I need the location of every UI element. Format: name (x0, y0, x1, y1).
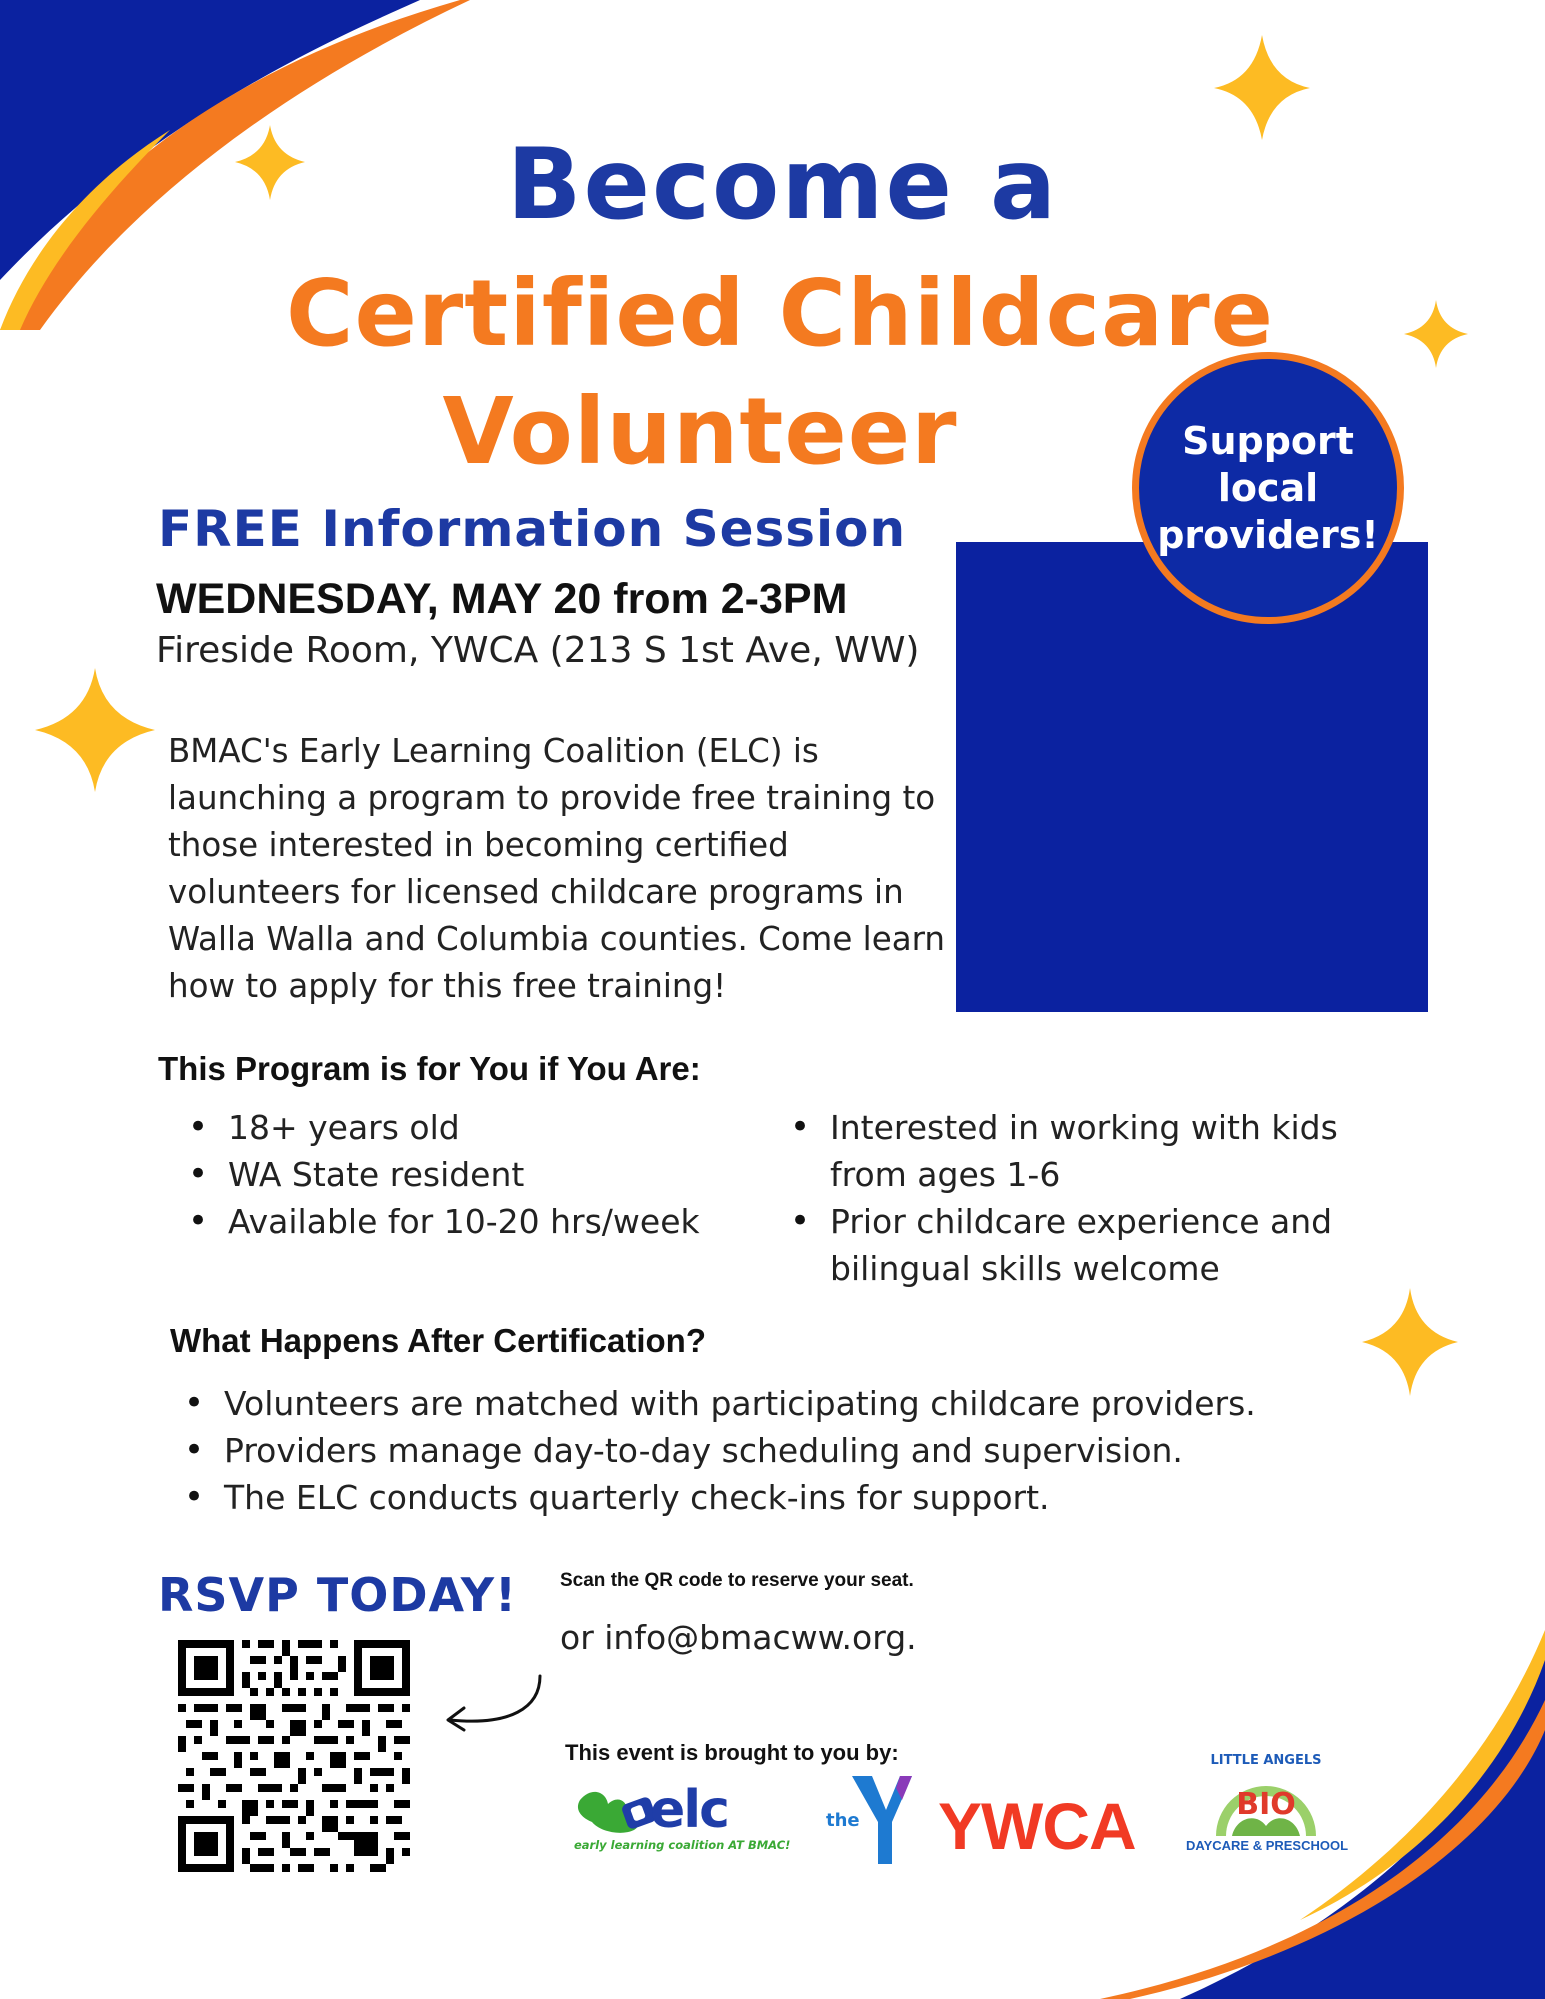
photo-block (956, 542, 1428, 1012)
eligibility-list-right (790, 1104, 1410, 1292)
eligibility-list-left (188, 1104, 748, 1245)
sparkle-star-icon (35, 668, 155, 792)
session-title: FREE Information Session (158, 500, 907, 558)
list-item: • Providers manage day-to-day scheduling and supervision. (184, 1427, 1384, 1474)
support-badge (1132, 352, 1404, 624)
after-certification-heading: What Happens After Certification? (170, 1322, 706, 1359)
curved-arrow-icon (430, 1668, 550, 1748)
session-date: WEDNESDAY, MAY 20 from 2-3PM (156, 575, 848, 623)
little-angels-logo-icon (1196, 1740, 1336, 1840)
little-angels-mark: BIO (1236, 1787, 1296, 1822)
list-item: • Volunteers are matched with participating childcare providers. (184, 1380, 1384, 1427)
ymca-logo-the: the (826, 1810, 860, 1831)
rsvp-email[interactable]: or info@bmacww.org. (560, 1618, 917, 1657)
rsvp-title: RSVP TODAY! (158, 1568, 518, 1622)
session-location: Fireside Room, YWCA (213 S 1st Ave, WW) (156, 630, 920, 671)
after-certification-list (184, 1380, 1384, 1521)
sparkle-star-icon (1214, 35, 1310, 140)
eligibility-heading: This Program is for You if You Are: (158, 1050, 701, 1087)
support-badge-text: Support local providers! (1157, 418, 1379, 557)
list-item: • Prior childcare experience and bilingual skills welcome (790, 1198, 1410, 1292)
elc-logo-wordmark: elc (650, 1780, 728, 1840)
elc-logo-subtitle: early learning coalition AT BMAC! (574, 1838, 791, 1852)
title-line-become: Become a (506, 128, 1059, 242)
list-item: • Interested in working with kids from ages 1-6 (790, 1104, 1410, 1198)
list-item: • WA State resident (188, 1151, 748, 1198)
title-line-volunteer: Volunteer (442, 378, 958, 485)
sparkle-star-icon (1404, 300, 1468, 368)
sponsors-heading: This event is brought to you by: (565, 1740, 899, 1765)
little-angels-arc-text: LITTLE ANGELS (1210, 1753, 1322, 1768)
list-item: • 18+ years old (188, 1104, 748, 1151)
intro-paragraph: BMAC's Early Learning Coalition (ELC) is launching a program to provide free training to those interested in becoming certified volunteers for licensed childcare programs in Walla Walla and Columbia counties. Come learn how to apply for this free training! (168, 732, 946, 1005)
ywca-logo-wordmark: YWCA (938, 1789, 1136, 1863)
qr-code-icon[interactable] (178, 1640, 410, 1872)
scan-instruction: Scan the QR code to reserve your seat. (560, 1570, 914, 1591)
list-item: • The ELC conducts quarterly check-ins for support. (184, 1474, 1384, 1521)
list-item: • Available for 10-20 hrs/week (188, 1198, 748, 1245)
little-angels-subtitle: DAYCARE & PRESCHOOL (1186, 1838, 1349, 1853)
title-line-certified-childcare: Certified Childcare (286, 260, 1274, 367)
